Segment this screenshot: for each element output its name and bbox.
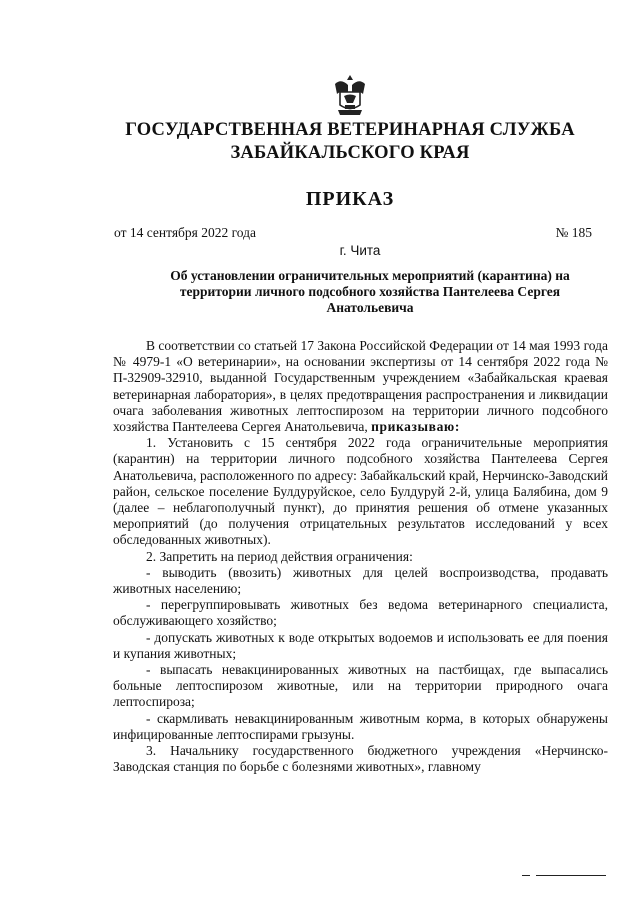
item-2: 2. Запретить на период действия ограничения: bbox=[146, 548, 413, 564]
agency-line-1: ГОСУДАРСТВЕННАЯ ВЕТЕРИНАРНАЯ СЛУЖБА bbox=[125, 120, 575, 140]
preamble-paragraph bbox=[113, 338, 608, 435]
item-3: 3. Начальнику государственного бюджетного учреждения «Нерчинско-Заводская станция по борьбе с болезнями животных», главному bbox=[113, 743, 608, 775]
ban-item-4: - выпасать невакцинированных животных на пастбищах, где выпасались больные лептоспирозом животные, или на территории природного очага лептоспироза; bbox=[113, 662, 608, 710]
preamble-text: В соответствии со статьей 17 Закона Российской Федерации от 14 мая 1993 года № 4979-1 «О ветеринарии», на основании экспертизы от 14 сентября 2022 года № П-32909-32910, выданной Государственным учреждением «Забайкальская краевая ветеринарная лаборатория», в целях предотвращения распространения и ликвидации очага заболевания животных лептоспирозом на территории личного подсобного хозяйства Пантелеева Сергея Анатольевича, bbox=[113, 338, 608, 435]
footer-divider bbox=[536, 875, 606, 876]
subject-line-2: территории личного подсобного хозяйства Пантелеева Сергея bbox=[179, 284, 561, 299]
coat-of-arms-icon bbox=[331, 72, 369, 118]
ban-item-1: - выводить (ввозить) животных для целей воспроизводства, продавать животных населению; bbox=[113, 564, 608, 597]
document-subject bbox=[135, 268, 605, 316]
agency-line-2: ЗАБАЙКАЛЬСКОГО КРАЯ bbox=[230, 143, 470, 163]
agency-name bbox=[100, 119, 600, 165]
footer-divider bbox=[522, 875, 530, 876]
subject-line-3: Анатольевича bbox=[326, 300, 414, 315]
item-1: 1. Установить с 15 сентября 2022 года ограничительные мероприятия (карантин) на территории личного подсобного хозяйства Пантелеева Сергея Анатольевича, расположенного по адресу: Забайкальский край, Нерчинско-Заводский район, сельское поселение Булдуруйское, село Булдуруй 2-й, улица Балябина, дом 9 (далее – неблагополучный пункт), до принятия решения об отмене указанных мероприятий (до получения отрицательных результатов исследований у всех обследованных животных). bbox=[113, 435, 608, 548]
order-word: приказываю: bbox=[371, 419, 460, 435]
document-body bbox=[113, 338, 608, 775]
document-date: от 14 сентября 2022 года bbox=[114, 225, 257, 240]
document-city: г. Чита bbox=[339, 243, 381, 258]
ban-item-5: - скармливать невакцинированным животным корма, в которых обнаружены инфицированные лептоспирами грызуны. bbox=[113, 710, 608, 742]
ban-item-2: - перегруппировывать животных без ведома ветеринарного специалиста, обслуживающего хозяйство; bbox=[113, 597, 608, 629]
document-number: № 185 bbox=[555, 225, 592, 240]
subject-line-1: Об установлении ограничительных мероприятий (карантина) на bbox=[170, 268, 570, 283]
ban-item-3: - допускать животных к воде открытых водоемов и использовать ее для поения и купания животных; bbox=[113, 629, 608, 661]
document-type: ПРИКАЗ bbox=[305, 188, 395, 210]
